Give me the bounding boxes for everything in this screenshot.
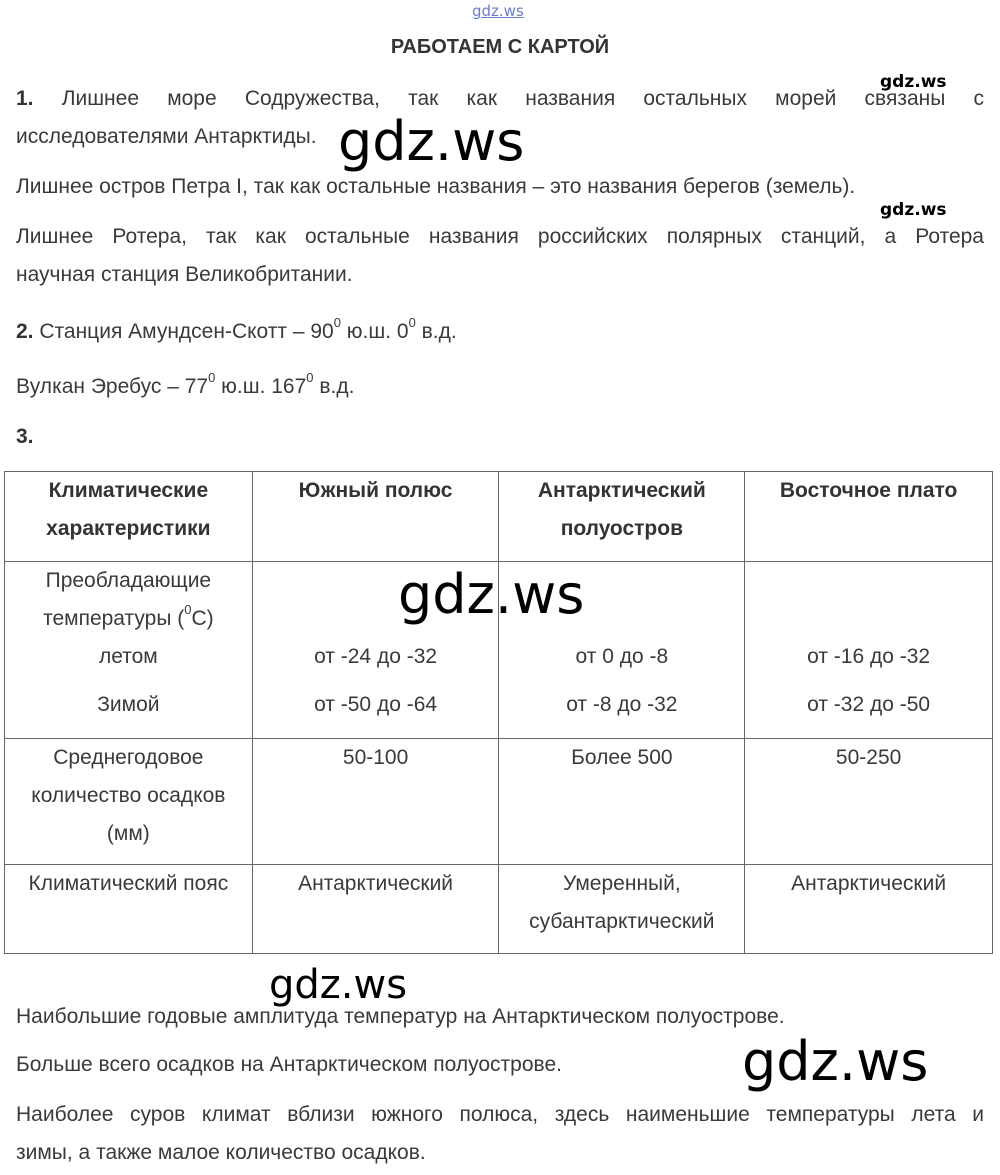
temperature-east-plateau: от -16 до -32 от -32 до -50: [745, 562, 993, 739]
climate-belt-east-plateau: Антарктический: [745, 865, 993, 954]
header-south-pole: Южный полюс: [252, 472, 499, 562]
section2-number: 2.: [16, 320, 34, 343]
watermark-small-1: gdz.ws: [880, 72, 947, 92]
climate-belt-antarctic-peninsula: Умеренный, субантарктический: [499, 865, 745, 954]
climate-belt-south-pole: Антарктический: [252, 865, 499, 954]
precipitation-antarctic-peninsula: Более 500: [499, 739, 745, 865]
table-row-precipitation: [5, 739, 993, 865]
section3-number: 3.: [16, 425, 34, 448]
section2-line1: [16, 313, 457, 351]
climate-table: [4, 471, 993, 954]
section1-text1: Лишнее море Содружества, так как названия остальных морей связаны с: [61, 87, 985, 110]
section1-text3: Лишнее Ротера, так как остальные названия российских полярных станций, а Ротера: [16, 225, 984, 248]
section2-erebus-lon: в.д.: [313, 375, 355, 398]
degree-sup: 0: [333, 315, 341, 330]
section2-amundsen-lon: в.д.: [415, 320, 457, 343]
header-east-plateau: Восточное плато: [745, 472, 993, 562]
temperature-antarctic-peninsula: от 0 до -8 от -8 до -32: [499, 562, 745, 739]
temperature-south-pole: от -24 до -32 от -50 до -64: [252, 562, 499, 739]
watermark-big-2: gdz.ws: [398, 563, 585, 626]
watermark-top: gdz.ws: [472, 2, 524, 20]
section2-amundsen-text: Станция Амундсен-Скотт – 90: [39, 320, 334, 343]
header-characteristics: Климатические характеристики: [5, 472, 253, 562]
section2-erebus-lat: ю.ш. 167: [215, 375, 307, 398]
degree-sup: 0: [306, 370, 314, 385]
header-antarctic-peninsula: Антарктический полуостров: [499, 472, 745, 562]
degree-sup: 0: [408, 315, 416, 330]
conclusion-2: Больше всего осадков на Антарктическом полуострове.: [16, 1053, 562, 1076]
watermark-small-2: gdz.ws: [880, 200, 947, 220]
section2-line2: [16, 368, 354, 406]
watermark-big-1: gdz.ws: [338, 110, 525, 173]
precipitation-south-pole: 50-100: [252, 739, 499, 865]
page-title: РАБОТАЕМ С КАРТОЙ: [390, 36, 610, 58]
conclusion-3: Наиболее суров климат вблизи южного полюса, здесь наименьшие температуры лета и: [16, 1103, 984, 1126]
table-header-row: [5, 472, 993, 562]
degree-sup: 0: [208, 370, 216, 385]
section1-number: 1.: [16, 87, 34, 110]
conclusion-3b: зимы, а также малое количество осадков.: [16, 1141, 426, 1164]
precipitation-east-plateau: 50-250: [745, 739, 993, 865]
section2-erebus-text: Вулкан Эребус – 77: [16, 375, 209, 398]
section1-text1b: исследователями Антарктиды.: [16, 125, 317, 148]
section1-text3b: научная станция Великобритании.: [16, 263, 353, 286]
section1-text2: Лишнее остров Петра I, так как остальные названия – это названия берегов (земель).: [16, 175, 856, 198]
conclusion-1: Наибольшие годовые амплитуда температур на Антарктическом полуострове.: [16, 1005, 785, 1028]
climate-belt-label: Климатический пояс: [5, 865, 253, 954]
temperature-label: Преобладающие температуры ($^0$С) летом Зимой: [5, 562, 253, 739]
section2-amundsen-lat: ю.ш. 0: [340, 320, 409, 343]
watermark-big-3: gdz.ws: [269, 962, 408, 1008]
watermark-big-4: gdz.ws: [742, 1030, 929, 1093]
precipitation-label: Среднегодовое количество осадков (мм): [5, 739, 253, 865]
table-row-climate-belt: [5, 865, 993, 954]
